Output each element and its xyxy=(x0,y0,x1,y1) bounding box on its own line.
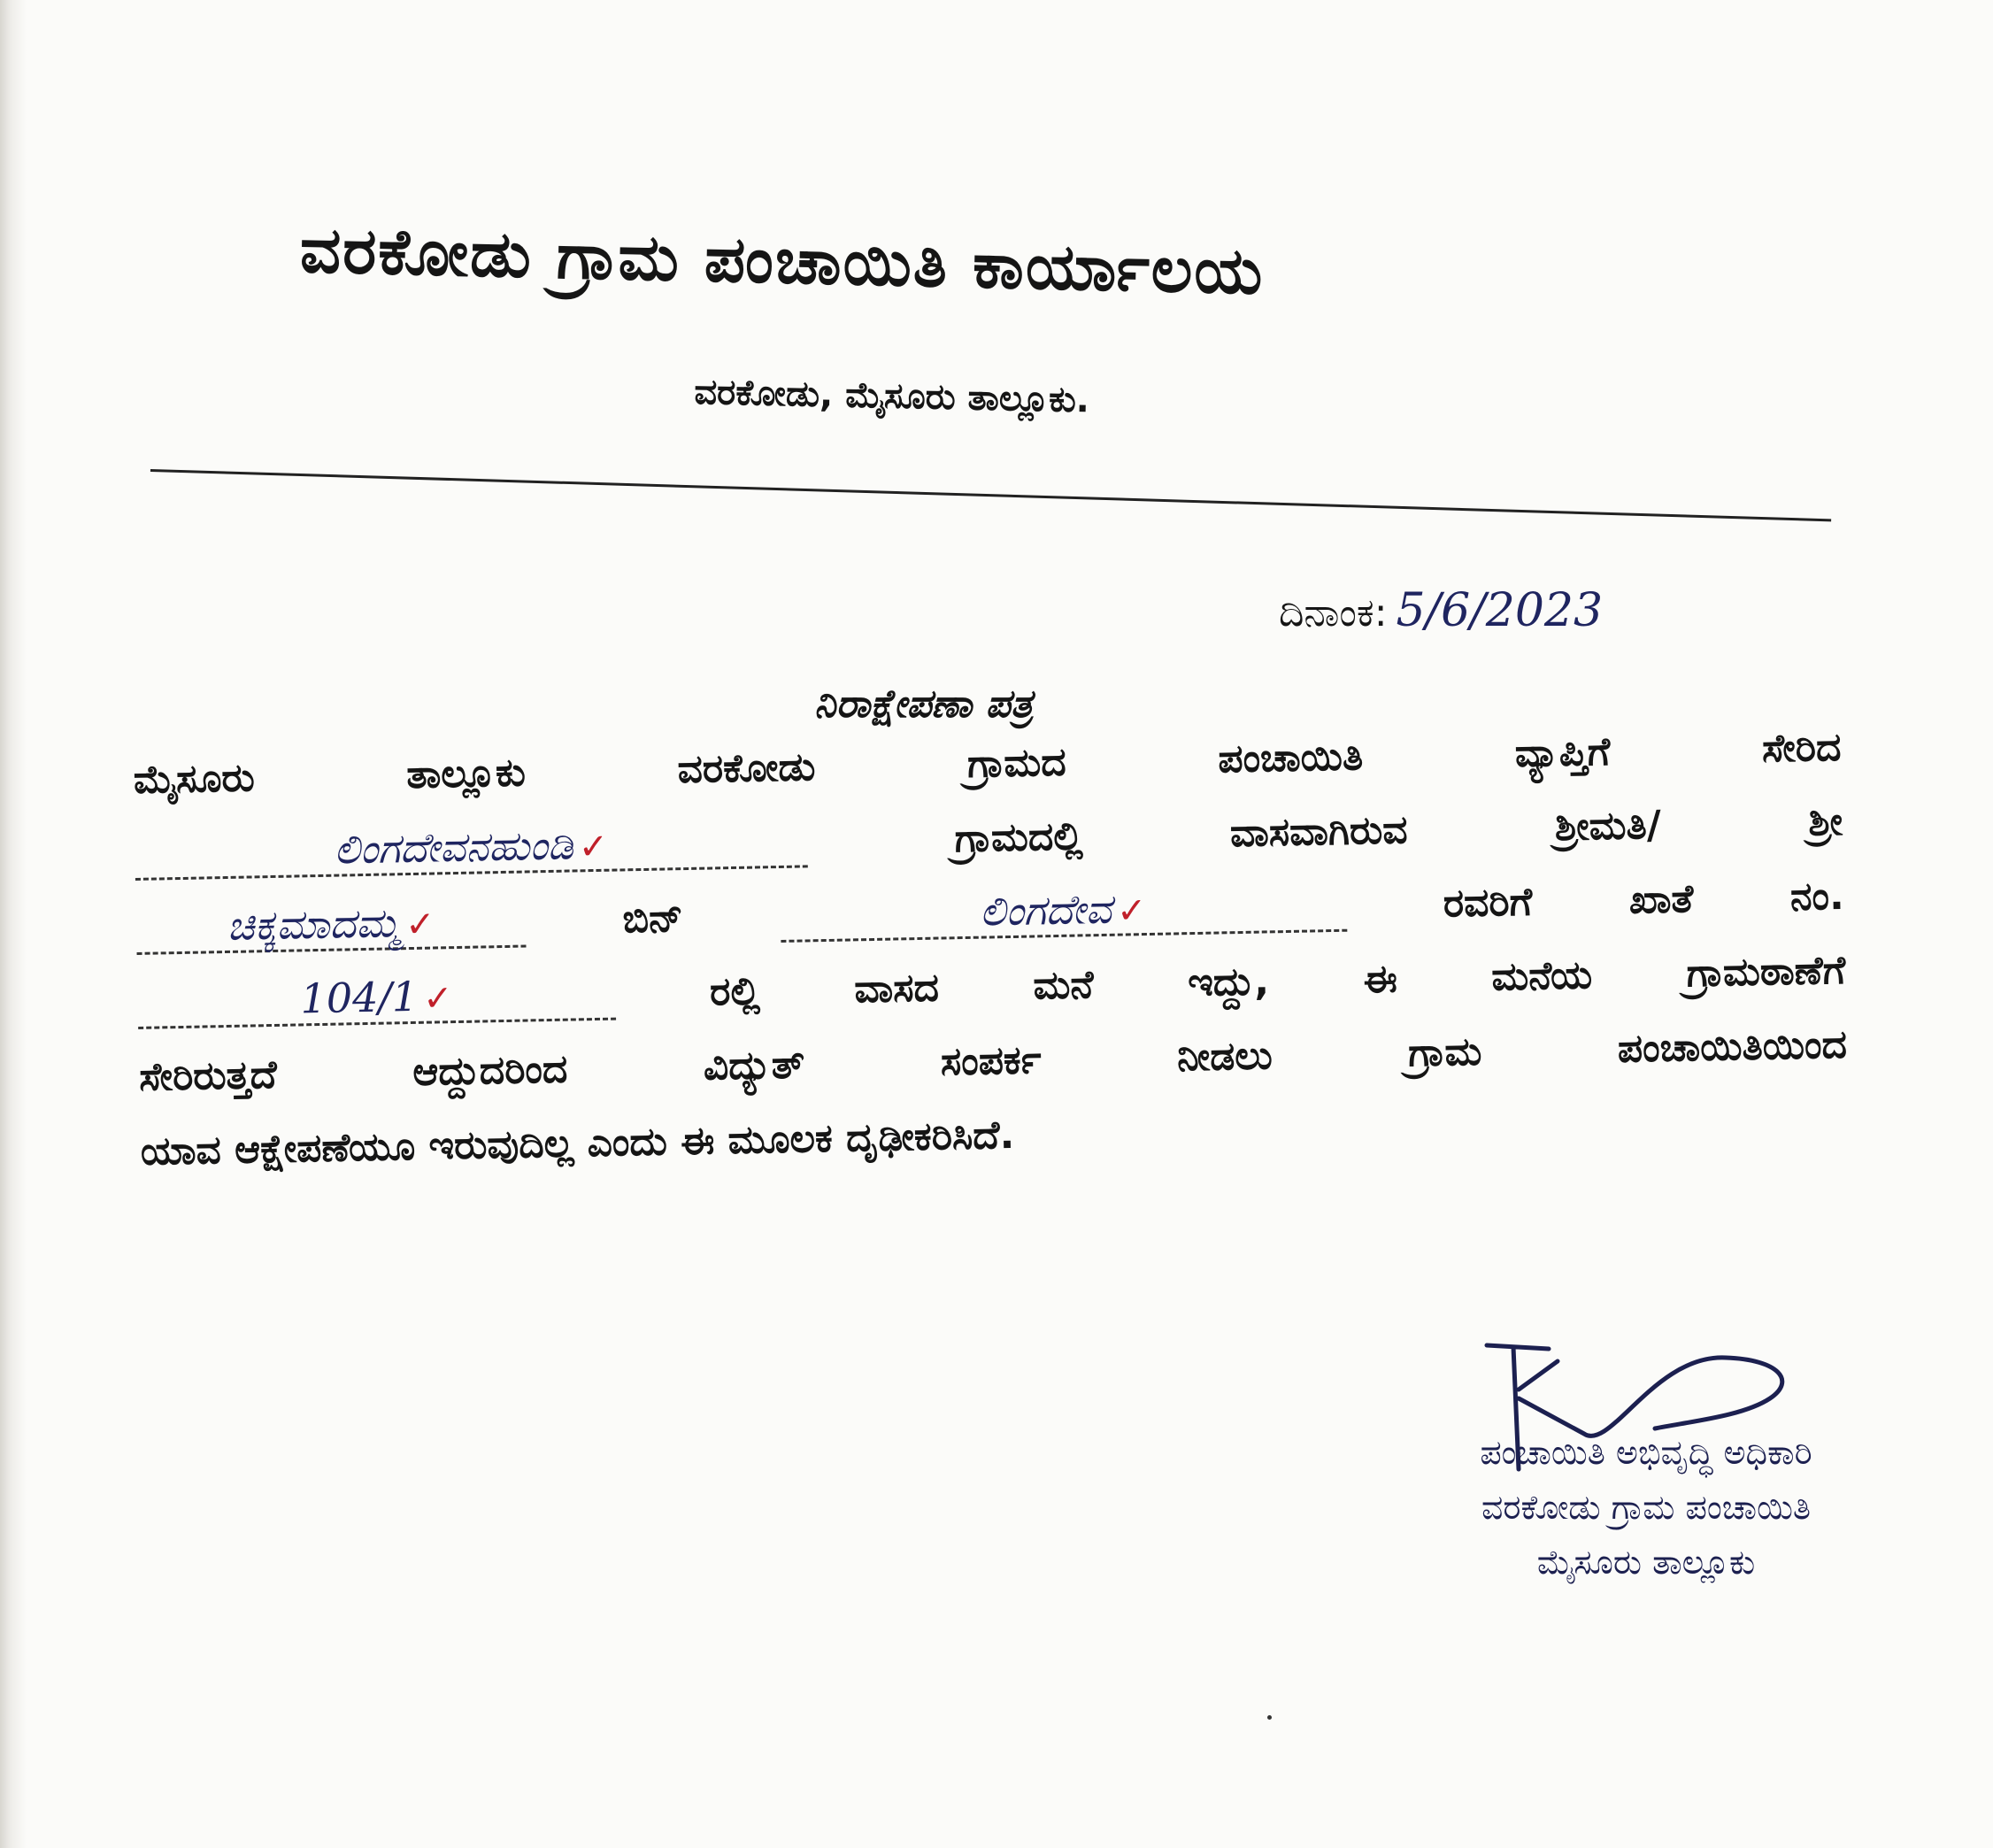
body-word: ಶ್ರೀ xyxy=(1807,798,1843,845)
date-value: 5/6/2023 xyxy=(1396,584,1604,637)
letter-title: ನಿರಾಕ್ಷೇಪಣಾ ಪತ್ರ xyxy=(814,681,1034,727)
khata-number-field xyxy=(137,971,616,1029)
son-of-label: ಬಿನ್ xyxy=(622,896,684,943)
resident-name-value: ಚಿಕ್ಕಮಾದಮ್ಮ xyxy=(226,898,401,950)
body-word: ವಿದ್ಯುತ್ xyxy=(703,1042,805,1090)
body-word: ನೀಡಲು xyxy=(1176,1033,1274,1081)
body-word: ಈ xyxy=(1363,956,1398,1003)
resident-name-field xyxy=(136,898,527,955)
body-closing-sentence: ಯಾವ ಆಕ್ಷೇಪಣೆಯೂ ಇರುವುದಿಲ್ಲ ಎಂದು ಈ ಮೂಲಕ ದೃಢೀಕರಿಸಿದೆ. xyxy=(140,1112,1015,1174)
body-word: ಗ್ರಾಮದ xyxy=(966,739,1067,787)
tick-mark-icon: ✓ xyxy=(404,904,436,946)
village-name-field xyxy=(135,818,808,881)
body-word: ಸೇರಿದ xyxy=(1761,724,1842,772)
ink-dot xyxy=(1267,1715,1272,1720)
date-line xyxy=(1279,584,1603,637)
header-divider xyxy=(150,469,1831,521)
body-word: ಪಂಚಾಯಿತಿಯಿಂದ xyxy=(1617,1021,1848,1072)
body-word: ವಾಸದ xyxy=(853,965,940,1013)
tick-mark-icon: ✓ xyxy=(578,826,609,868)
body-word: ಖಾತೆ xyxy=(1628,876,1694,923)
signature-block xyxy=(1398,1425,1894,1590)
body-word: ಗ್ರಾಮದಲ್ಲಿ xyxy=(954,813,1083,862)
body-word: ವಾಸವಾಗಿರುವ xyxy=(1229,807,1408,857)
body-word: ವರಕೋಡು xyxy=(677,744,816,793)
body-word: ಗ್ರಾಮಠಾಣೆಗೆ xyxy=(1686,947,1846,997)
body-word: ನಂ. xyxy=(1789,873,1845,920)
body-word: ಇದ್ದು, xyxy=(1187,959,1270,1006)
body-word: ಗ್ರಾಮ xyxy=(1407,1028,1482,1076)
body-word: ಮನೆ xyxy=(1033,962,1095,1009)
office-address: ವರಕೋಡು, ಮೈಸೂರು ತಾಲ್ಲೂಕು. xyxy=(694,372,1090,421)
father-name-field xyxy=(780,882,1347,943)
body-word: ರಲ್ಲಿ xyxy=(709,968,761,1015)
body-word: ಆದ್ದುದರಿಂದ xyxy=(412,1046,568,1095)
body-word: ಮನೆಯ xyxy=(1490,952,1593,1000)
body-word: ತಾಲ್ಲೂಕು xyxy=(405,750,527,798)
body-word: ವ್ಯಾಪ್ತಿಗೆ xyxy=(1514,728,1611,777)
page-edge-shadow xyxy=(0,0,27,1848)
date-label: ದಿನಾಂಕ: xyxy=(1279,590,1388,635)
signatory-taluk: ಮೈಸೂರು ತಾಲ್ಲೂಕು xyxy=(1536,1543,1756,1582)
tick-mark-icon: ✓ xyxy=(422,978,454,1020)
body-word: ಪಂಚಾಯಿತಿ xyxy=(1217,734,1364,782)
body-word: ಸಂಪರ್ಕ xyxy=(940,1037,1042,1085)
village-name-value: ಲಿಂಗದೇವನಹುಂಡಿ xyxy=(333,820,574,874)
body-word: ಸೇರಿರುತ್ತದೆ xyxy=(138,1051,278,1100)
body-word: ಶ್ರೀಮತಿ/ xyxy=(1554,802,1662,851)
signatory-panchayat: ವರಕೋಡು ಗ್ರಾಮ ಪಂಚಾಯಿತಿ xyxy=(1481,1488,1812,1527)
office-title: ವರಕೋಡು ಗ್ರಾಮ ಪಂಚಾಯಿತಿ ಕಾರ್ಯಾಲಯ xyxy=(299,212,1266,309)
tick-mark-icon: ✓ xyxy=(1116,890,1148,932)
khata-number-value: 104/1 xyxy=(300,972,419,1023)
father-name-value: ಲಿಂಗದೇವ xyxy=(979,884,1112,936)
letter-body xyxy=(133,711,1849,1190)
body-word: ರವರಿಗೆ xyxy=(1443,879,1533,927)
body-word: ಮೈಸೂರು xyxy=(133,755,256,803)
signatory-designation: ಪಂಚಾಯಿತಿ ಅಭಿವೃದ್ಧಿ ಅಧಿಕಾರಿ xyxy=(1480,1433,1812,1472)
